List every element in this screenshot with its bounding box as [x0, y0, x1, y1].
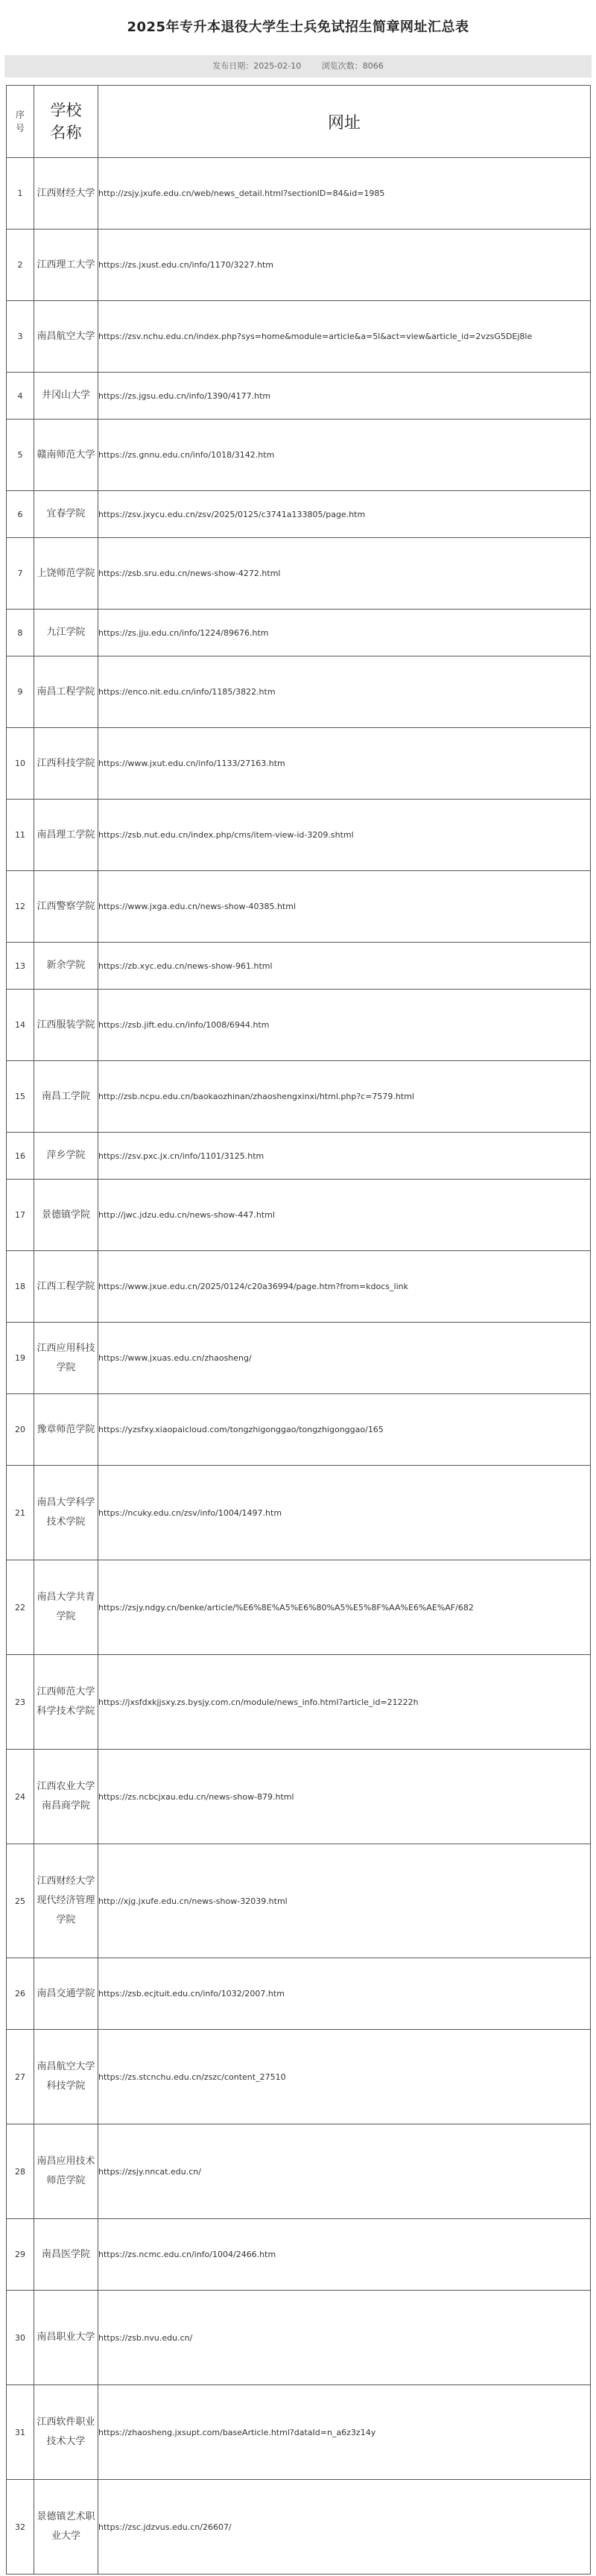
school-url[interactable]: https://zs.stcnchu.edu.cn/zszc/content_27510	[98, 2030, 591, 2124]
school-name: 江西科技学院	[34, 728, 98, 800]
table-row	[7, 990, 591, 1061]
table-row	[7, 871, 591, 943]
school-url[interactable]: https://zs.gnnu.edu.cn/info/1018/3142.htm	[98, 420, 591, 491]
school-url[interactable]: https://zsv.pxc.jx.cn/info/1101/3125.htm	[98, 1133, 591, 1180]
school-url[interactable]: https://zsb.jift.edu.cn/info/1008/6944.htm	[98, 990, 591, 1061]
row-index: 25	[7, 1844, 34, 1958]
table-row	[7, 1180, 591, 1251]
table-row	[7, 1394, 591, 1466]
school-name: 九江学院	[34, 610, 98, 656]
table-row	[7, 2480, 591, 2575]
school-url[interactable]: https://zs.jgsu.edu.cn/info/1390/4177.htm	[98, 373, 591, 420]
school-name: 南昌大学共青学院	[34, 1560, 98, 1655]
row-index: 27	[7, 2030, 34, 2124]
publish-meta-bar	[4, 55, 592, 77]
row-index: 23	[7, 1655, 34, 1750]
page-title: 2025年专升本退役大学生士兵免试招生简章网址汇总表	[127, 19, 469, 35]
school-name: 江西应用科技学院	[34, 1323, 98, 1394]
row-index: 16	[7, 1133, 34, 1180]
table-row	[7, 728, 591, 800]
header-school: 学校 名称	[34, 86, 98, 158]
school-name: 江西警察学院	[34, 871, 98, 943]
table-header-row	[7, 86, 591, 158]
school-name: 南昌医学院	[34, 2219, 98, 2291]
row-index: 19	[7, 1323, 34, 1394]
table-row	[7, 1061, 591, 1133]
school-name: 江西财经大学现代经济管理学院	[34, 1844, 98, 1958]
school-name: 江西软件职业技术大学	[34, 2385, 98, 2480]
row-index: 26	[7, 1958, 34, 2030]
row-index: 18	[7, 1251, 34, 1323]
school-name: 井冈山大学	[34, 373, 98, 420]
table-row	[7, 1655, 591, 1750]
table-row	[7, 656, 591, 728]
table-row	[7, 2030, 591, 2124]
row-index: 15	[7, 1061, 34, 1133]
table-row	[7, 610, 591, 656]
school-url[interactable]: https://jxsfdxkjjsxy.zs.bysjy.com.cn/module/news_info.html?article_id=21222h	[98, 1655, 591, 1750]
school-url[interactable]: http://zsjy.jxufe.edu.cn/web/news_detail.html?sectionID=84&id=1985	[98, 158, 591, 230]
row-index: 12	[7, 871, 34, 943]
publish-date: 发布日期：2025-02-10	[212, 61, 302, 71]
school-url[interactable]: https://zsv.nchu.edu.cn/index.php?sys=home&module=article&a=5l&act=view&article_id=2vzsG5DEj8le	[98, 301, 591, 373]
school-name: 江西师范大学科学技术学院	[34, 1655, 98, 1750]
row-index: 17	[7, 1180, 34, 1251]
school-name: 南昌理工学院	[34, 800, 98, 871]
row-index: 2	[7, 230, 34, 301]
school-name: 江西财经大学	[34, 158, 98, 230]
school-url[interactable]: https://zsb.nut.edu.cn/index.php/cms/item-view-id-3209.shtml	[98, 800, 591, 871]
school-name: 新余学院	[34, 943, 98, 990]
row-index: 13	[7, 943, 34, 990]
row-index: 9	[7, 656, 34, 728]
school-name: 南昌航空大学	[34, 301, 98, 373]
school-url[interactable]: https://www.jxga.edu.cn/news-show-40385.html	[98, 871, 591, 943]
row-index: 6	[7, 491, 34, 538]
school-url[interactable]: https://zs.ncmc.edu.cn/info/1004/2466.htm	[98, 2219, 591, 2291]
table-row	[7, 1251, 591, 1323]
school-name: 江西理工大学	[34, 230, 98, 301]
school-name: 江西服装学院	[34, 990, 98, 1061]
school-name: 南昌职业大学	[34, 2291, 98, 2385]
table-row	[7, 1560, 591, 1655]
school-url[interactable]: https://enco.nit.edu.cn/info/1185/3822.htm	[98, 656, 591, 728]
table-row	[7, 2124, 591, 2219]
row-index: 20	[7, 1394, 34, 1466]
header-url: 网址	[98, 86, 591, 158]
school-name: 宜春学院	[34, 491, 98, 538]
row-index: 5	[7, 420, 34, 491]
view-count: 浏览次数：8066	[321, 61, 384, 71]
school-url[interactable]: https://www.jxuas.edu.cn/zhaosheng/	[98, 1323, 591, 1394]
row-index: 28	[7, 2124, 34, 2219]
school-name: 南昌交通学院	[34, 1958, 98, 2030]
school-url[interactable]: https://zs.jxust.edu.cn/info/1170/3227.htm	[98, 230, 591, 301]
table-row	[7, 373, 591, 420]
school-url[interactable]: http://zsb.ncpu.edu.cn/baokaozhinan/zhaoshengxinxi/html.php?c=7579.html	[98, 1061, 591, 1133]
row-index: 4	[7, 373, 34, 420]
row-index: 11	[7, 800, 34, 871]
table-row	[7, 1133, 591, 1180]
table-row	[7, 1466, 591, 1560]
row-index: 30	[7, 2291, 34, 2385]
table-row	[7, 1323, 591, 1394]
school-name: 豫章师范学院	[34, 1394, 98, 1466]
school-url[interactable]: https://zsjy.nncat.edu.cn/	[98, 2124, 591, 2219]
school-url[interactable]: https://ncuky.edu.cn/zsv/info/1004/1497.htm	[98, 1466, 591, 1560]
school-url[interactable]: https://zs.jju.edu.cn/info/1224/89676.htm	[98, 610, 591, 656]
school-url[interactable]: https://zb.xyc.edu.cn/news-show-961.html	[98, 943, 591, 990]
school-url[interactable]: https://www.jxut.edu.cn/info/1133/27163.htm	[98, 728, 591, 800]
row-index: 29	[7, 2219, 34, 2291]
table-row	[7, 420, 591, 491]
school-name: 上饶师范学院	[34, 538, 98, 610]
row-index: 8	[7, 610, 34, 656]
school-name: 萍乡学院	[34, 1133, 98, 1180]
school-name: 南昌航空大学科技学院	[34, 2030, 98, 2124]
row-index: 22	[7, 1560, 34, 1655]
table-row	[7, 800, 591, 871]
school-name: 江西农业大学南昌商学院	[34, 1750, 98, 1844]
school-name: 江西工程学院	[34, 1251, 98, 1323]
table-row	[7, 491, 591, 538]
school-name: 南昌工程学院	[34, 656, 98, 728]
school-url[interactable]: https://zsjy.ndgy.cn/benke/article/%E6%8E%A5%E6%80%A5%E5%8F%AA%E6%AE%AF/682	[98, 1560, 591, 1655]
table-row	[7, 943, 591, 990]
school-url[interactable]: https://zhaosheng.jxsupt.com/baseArticle.html?dataId=n_a6z3z14y	[98, 2385, 591, 2480]
table-row	[7, 1750, 591, 1844]
school-url[interactable]: https://zs.ncbcjxau.edu.cn/news-show-879.html	[98, 1750, 591, 1844]
table-row	[7, 1844, 591, 1958]
school-name: 景德镇学院	[34, 1180, 98, 1251]
school-url[interactable]: http://jwc.jdzu.edu.cn/news-show-447.html	[98, 1180, 591, 1251]
table-row	[7, 1958, 591, 2030]
row-index: 3	[7, 301, 34, 373]
table-row	[7, 2291, 591, 2385]
row-index: 31	[7, 2385, 34, 2480]
table-row	[7, 2385, 591, 2480]
school-url[interactable]: http://xjg.jxufe.edu.cn/news-show-32039.html	[98, 1844, 591, 1958]
school-url-table	[6, 85, 591, 2575]
row-index: 21	[7, 1466, 34, 1560]
school-url[interactable]: https://zsb.ecjtuit.edu.cn/info/1032/2007.htm	[98, 1958, 591, 2030]
table-row	[7, 2219, 591, 2291]
row-index: 24	[7, 1750, 34, 1844]
school-name: 赣南师范大学	[34, 420, 98, 491]
row-index: 1	[7, 158, 34, 230]
row-index: 7	[7, 538, 34, 610]
school-name: 南昌工学院	[34, 1061, 98, 1133]
row-index: 32	[7, 2480, 34, 2575]
table-row	[7, 158, 591, 230]
school-name: 景德镇艺术职业大学	[34, 2480, 98, 2575]
table-row	[7, 538, 591, 610]
header-index: 序 号	[7, 86, 34, 158]
school-url[interactable]: https://zsb.sru.edu.cn/news-show-4272.html	[98, 538, 591, 610]
school-url[interactable]: https://zsb.nvu.edu.cn/	[98, 2291, 591, 2385]
school-name: 南昌大学科学技术学院	[34, 1466, 98, 1560]
table-row	[7, 301, 591, 373]
table-row	[7, 230, 591, 301]
row-index: 14	[7, 990, 34, 1061]
school-name: 南昌应用技术师范学院	[34, 2124, 98, 2219]
school-url[interactable]: https://zsv.jxycu.edu.cn/zsv/2025/0125/c3741a133805/page.htm	[98, 491, 591, 538]
school-url[interactable]: https://www.jxue.edu.cn/2025/0124/c20a36994/page.htm?from=kdocs_link	[98, 1251, 591, 1323]
school-url[interactable]: https://yzsfxy.xiaopaicloud.com/tongzhigonggao/tongzhigonggao/165	[98, 1394, 591, 1466]
school-url[interactable]: https://zsc.jdzvus.edu.cn/26607/	[98, 2480, 591, 2575]
row-index: 10	[7, 728, 34, 800]
